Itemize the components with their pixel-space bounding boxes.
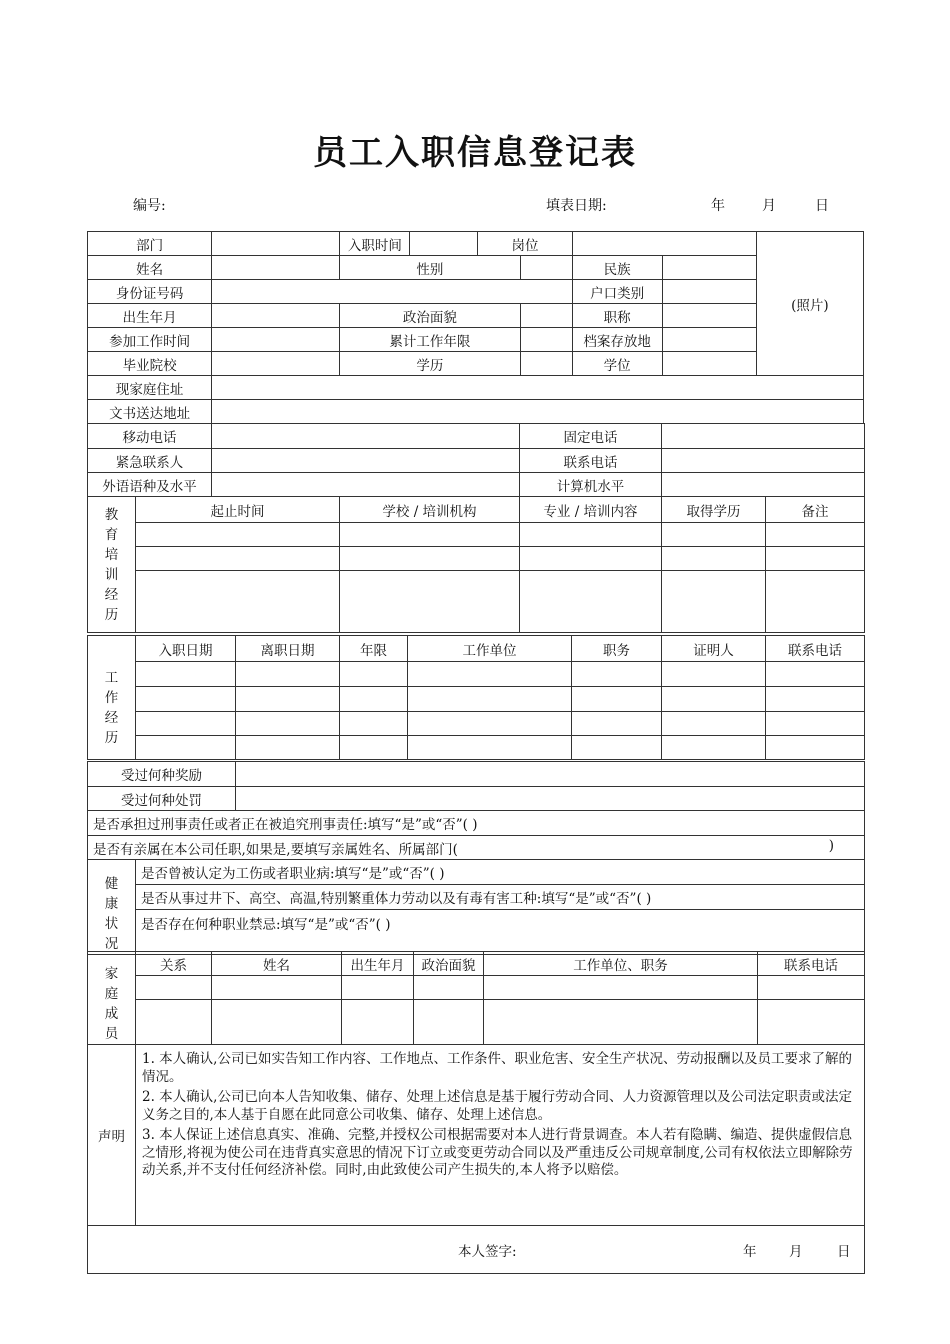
archive-field[interactable]	[662, 328, 756, 352]
work-cell[interactable]	[340, 687, 408, 712]
address-field[interactable]	[212, 376, 864, 400]
archive-label: 档案存放地	[572, 328, 662, 352]
edu-cell[interactable]	[662, 523, 766, 547]
work-cell[interactable]	[136, 712, 236, 736]
edu-cell[interactable]	[662, 547, 766, 571]
declaration-label: 声明	[88, 1045, 136, 1226]
signature-day: 日	[837, 1244, 851, 1260]
edu-cell[interactable]	[340, 523, 520, 547]
dept-field[interactable]	[212, 232, 340, 256]
family-cell[interactable]	[136, 976, 212, 1000]
gender-label: 性别	[340, 256, 520, 280]
work-cell[interactable]	[136, 687, 236, 712]
table-row	[88, 571, 865, 633]
signature-year: 年	[743, 1244, 757, 1260]
language-field[interactable]	[212, 473, 520, 497]
work-header-reference: 证明人	[662, 636, 766, 662]
number-label: 编号:	[133, 198, 166, 214]
edu-cell[interactable]	[662, 571, 766, 633]
relatives-question-text: 是否有亲属在本公司任职,如果是,要填写亲属姓名、所属部门(	[93, 841, 458, 858]
relatives-question[interactable]	[88, 836, 865, 860]
edu-cell[interactable]	[136, 523, 340, 547]
work-cell[interactable]	[236, 736, 340, 760]
fill-date-day: 日	[815, 198, 829, 214]
work-header-phone: 联系电话	[766, 636, 865, 662]
work-header-years: 年限	[340, 636, 408, 662]
education-section-label: 教育培训经历	[88, 497, 136, 633]
work-cell[interactable]	[408, 662, 572, 687]
fill-date-label: 填表日期:	[546, 198, 607, 214]
signature-month: 月	[789, 1244, 803, 1260]
doc-address-field[interactable]	[212, 400, 864, 424]
contact-phone-field[interactable]	[662, 449, 865, 473]
declaration-item-3: 3. 本人保证上述信息真实、准确、完整,并授权公司根据需要对本人进行背景调查。本人若有隐瞒、编造、提供虚假信息之情形,将视为使公司在违背真实意思的情况下订立或变更劳动合同以及严重违反公司规章制度,公司有权依法立即解除劳动关系,并不支付任何经济补偿。同时,由此致使公司产生损失的,本人将予以赔偿。	[142, 1127, 853, 1178]
work-cell[interactable]	[236, 687, 340, 712]
family-header-name: 姓名	[212, 952, 342, 976]
signature-label: 本人签字:	[458, 1244, 517, 1260]
ethnicity-label: 民族	[572, 256, 662, 280]
work-start-field[interactable]	[212, 328, 340, 352]
work-cell[interactable]	[236, 662, 340, 687]
family-cell[interactable]	[758, 976, 865, 1000]
position-field[interactable]	[572, 232, 756, 256]
edu-cell[interactable]	[136, 571, 340, 633]
work-header-start: 入职日期	[136, 636, 236, 662]
edu-header-degree: 取得学历	[662, 497, 766, 523]
basic-info-table	[87, 231, 864, 424]
work-header-company: 工作单位	[408, 636, 572, 662]
family-section-label: 家庭成员	[88, 952, 136, 1045]
work-cell[interactable]	[572, 736, 662, 760]
family-cell[interactable]	[212, 976, 342, 1000]
degree-field[interactable]	[662, 352, 756, 376]
punishments-field[interactable]	[236, 787, 865, 811]
entry-time-label: 入职时间	[340, 232, 410, 256]
work-cell[interactable]	[662, 712, 766, 736]
contact-table	[87, 423, 865, 497]
fill-date-month: 月	[762, 198, 776, 214]
edu-header-school: 学校 / 培训机构	[340, 497, 520, 523]
political-label: 政治面貌	[340, 304, 520, 328]
family-cell[interactable]	[758, 1000, 865, 1045]
title-field[interactable]	[662, 304, 756, 328]
work-header-end: 离职日期	[236, 636, 340, 662]
table-row	[88, 1000, 865, 1045]
family-cell[interactable]	[414, 976, 484, 1000]
work-years-label: 累计工作年限	[340, 328, 520, 352]
edu-header-major: 专业 / 培训内容	[520, 497, 662, 523]
work-years-field[interactable]	[520, 328, 572, 352]
work-section-label: 工作经历	[88, 636, 136, 760]
gender-field[interactable]	[520, 256, 572, 280]
contact-phone-label: 联系电话	[520, 449, 662, 473]
family-table	[87, 951, 865, 1045]
table-row	[88, 523, 865, 547]
title-label: 职称	[572, 304, 662, 328]
emergency-label: 紧急联系人	[88, 449, 212, 473]
family-header-company: 工作单位、职务	[484, 952, 758, 976]
entry-time-field[interactable]	[410, 232, 478, 256]
edu-cell[interactable]	[520, 523, 662, 547]
edu-cell[interactable]	[520, 547, 662, 571]
table-row	[88, 662, 865, 687]
edu-cell[interactable]	[340, 547, 520, 571]
landline-field[interactable]	[662, 424, 865, 449]
health-question-hazard[interactable]: 是否从事过井下、高空、高温,特别繁重体力劳动以及有毒有害工种:填写“是”或“否”( )	[136, 884, 865, 909]
name-label: 姓名	[88, 256, 212, 280]
name-field[interactable]	[212, 256, 340, 280]
school-field[interactable]	[212, 352, 340, 376]
photo-box[interactable]: (照片)	[756, 232, 863, 376]
education-label: 学历	[340, 352, 520, 376]
edu-cell[interactable]	[766, 571, 865, 633]
health-question-taboo[interactable]: 是否存在何种职业禁忌:填写“是”或“否”( )	[136, 909, 865, 954]
rewards-table	[87, 761, 865, 860]
work-cell[interactable]	[340, 736, 408, 760]
work-header-post: 职务	[572, 636, 662, 662]
punishments-label: 受过何种处罚	[88, 787, 236, 811]
work-cell[interactable]	[340, 662, 408, 687]
work-cell[interactable]	[408, 687, 572, 712]
criminal-question[interactable]: 是否承担过刑事责任或者正在被追究刑事责任:填写“是”或“否”( )	[88, 811, 865, 836]
family-header-relation: 关系	[136, 952, 212, 976]
hukou-label: 户口类别	[572, 280, 662, 304]
work-cell[interactable]	[572, 712, 662, 736]
edu-cell[interactable]	[520, 571, 662, 633]
address-label: 现家庭住址	[88, 376, 212, 400]
doc-address-label: 文书送达地址	[88, 400, 212, 424]
work-cell[interactable]	[408, 712, 572, 736]
political-field[interactable]	[520, 304, 572, 328]
table-row	[88, 976, 865, 1000]
dept-label: 部门	[88, 232, 212, 256]
table-row	[88, 712, 865, 736]
health-question-injury[interactable]: 是否曾被认定为工伤或者职业病:填写“是”或“否”( )	[136, 860, 865, 885]
emergency-field[interactable]	[212, 449, 520, 473]
education-table	[87, 496, 865, 633]
table-row	[88, 687, 865, 712]
work-cell[interactable]	[766, 712, 865, 736]
work-cell[interactable]	[766, 662, 865, 687]
position-label: 岗位	[478, 232, 572, 256]
family-cell[interactable]	[342, 976, 414, 1000]
work-start-label: 参加工作时间	[88, 328, 212, 352]
id-number-label: 身份证号码	[88, 280, 212, 304]
edu-cell[interactable]	[766, 523, 865, 547]
school-label: 毕业院校	[88, 352, 212, 376]
health-section-label: 健康状况	[88, 860, 136, 955]
work-cell[interactable]	[408, 736, 572, 760]
declaration-text	[136, 1045, 865, 1226]
work-table	[87, 635, 865, 760]
work-cell[interactable]	[340, 712, 408, 736]
landline-label: 固定电话	[520, 424, 662, 449]
education-field[interactable]	[520, 352, 572, 376]
mobile-label: 移动电话	[88, 424, 212, 449]
declaration-item-1: 1. 本人确认,公司已如实告知工作内容、工作地点、工作条件、职业危害、安全生产状况、劳动报酬以及员工要求了解的情况。	[142, 1051, 852, 1085]
declaration-item-2: 2. 本人确认,公司已向本人告知收集、储存、处理上述信息是基于履行劳动合同、人力资源管理以及公司法定职责或法定义务之目的,本人基于自愿在此同意公司收集、储存、处理上述信息。	[142, 1089, 852, 1123]
edu-cell[interactable]	[340, 571, 520, 633]
work-cell[interactable]	[766, 736, 865, 760]
family-header-political: 政治面貌	[414, 952, 484, 976]
birth-field[interactable]	[212, 304, 340, 328]
table-row	[88, 736, 865, 760]
ethnicity-field[interactable]	[662, 256, 756, 280]
health-table	[87, 859, 865, 955]
computer-field[interactable]	[662, 473, 865, 497]
fill-date-year: 年	[711, 198, 725, 214]
work-cell[interactable]	[662, 736, 766, 760]
work-cell[interactable]	[572, 687, 662, 712]
computer-label: 计算机水平	[520, 473, 662, 497]
edu-header-period: 起止时间	[136, 497, 340, 523]
work-cell[interactable]	[662, 687, 766, 712]
family-header-phone: 联系电话	[758, 952, 865, 976]
work-cell[interactable]	[136, 662, 236, 687]
form-title: 员工入职信息登记表	[313, 133, 637, 173]
birth-label: 出生年月	[88, 304, 212, 328]
family-cell[interactable]	[342, 1000, 414, 1045]
family-cell[interactable]	[136, 1000, 212, 1045]
family-header-birth: 出生年月	[342, 952, 414, 976]
work-cell[interactable]	[136, 736, 236, 760]
hukou-field[interactable]	[662, 280, 756, 304]
relatives-question-close: )	[828, 837, 834, 854]
family-cell[interactable]	[414, 1000, 484, 1045]
family-cell[interactable]	[212, 1000, 342, 1045]
id-number-field[interactable]	[212, 280, 572, 304]
work-cell[interactable]	[572, 662, 662, 687]
mobile-field[interactable]	[212, 424, 520, 449]
awards-field[interactable]	[236, 762, 865, 787]
language-label: 外语语种及水平	[88, 473, 212, 497]
family-cell[interactable]	[484, 1000, 758, 1045]
table-row	[88, 547, 865, 571]
work-cell[interactable]	[766, 687, 865, 712]
edu-cell[interactable]	[136, 547, 340, 571]
work-cell[interactable]	[236, 712, 340, 736]
edu-header-remark: 备注	[766, 497, 865, 523]
family-cell[interactable]	[484, 976, 758, 1000]
awards-label: 受过何种奖励	[88, 762, 236, 787]
edu-cell[interactable]	[766, 547, 865, 571]
work-cell[interactable]	[662, 662, 766, 687]
degree-label: 学位	[572, 352, 662, 376]
